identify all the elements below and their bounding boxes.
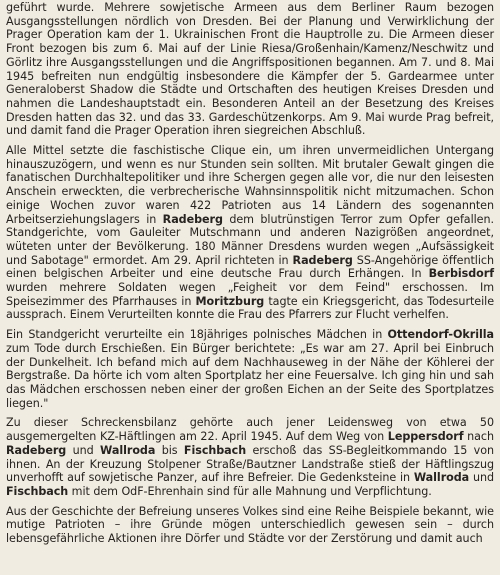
text-run: dem blutrünstigen Terror zum Opfer gefallen. Standgerichte, vom Gauleiter Mutschmann und anderen Nazigrößen angeordnet, wüteten unter der Bevölkerung. 180 Männer Dresdens wurden wegen „Aufsässigkeit und Sabotage" ermordet. Am 29. April richteten in: [6, 212, 494, 267]
text-run: zum Tode durch Erschießen. Ein Bürger berichtete: „Es war am 27. April bei Einbruch der Dunkelheit. Ich befand mich auf dem Nachhauseweg in der Nähe der Köhlerei der Bergstraße. Da hörte ich vom alten Sportplatz her eine Feuersalve. Ich ging hin und sah das Mädchen erschossen neben einer der großen Eichen an der Seite des Sportplatzes liegen.": [6, 341, 494, 410]
text-run: Zu dieser Schreckensbilanz gehörte auch jener Leidensweg von etwa 50 ausgemergelten KZ-Häftlingen am 22. April 1945. Auf dem Weg von: [6, 416, 494, 444]
paragraph: [6, 144, 494, 322]
text-run: bis: [155, 443, 184, 457]
place-name: Ottendorf-Okrilla: [387, 328, 494, 342]
text-run: SS-Angehörige öffentlich einen belgischen Arbeiter und eine deutsche Frau durch Erhängen. In: [6, 253, 494, 281]
text-run: tagte ein Kriegsgericht, das Todesurteile aussprach. Einem Verurteilten konnte die Frau des Pfarrers zur Flucht verhelfen.: [6, 294, 494, 322]
text-run: Ein Standgericht verurteilte ein 18jähriges polnisches Mädchen in: [6, 328, 388, 342]
paragraph: [6, 416, 494, 498]
text-run: und: [66, 443, 101, 457]
text-run: nach: [463, 430, 495, 444]
place-name: Fischbach: [6, 484, 69, 498]
place-name: Radeberg: [6, 443, 67, 457]
paragraph: [6, 505, 494, 546]
place-name: Radeberg: [292, 253, 353, 267]
place-name: Berbisdorf: [428, 267, 494, 281]
place-name: Moritzburg: [195, 294, 265, 308]
text-run: mit dem OdF-Ehrenhain sind für alle Mahnung und Verpflichtung.: [68, 484, 432, 498]
paragraph: [6, 1, 494, 138]
place-name: Wallroda: [100, 443, 156, 457]
text-run: Aus der Geschichte der Befreiung unseres Volkes sind eine Reihe Beispiele bekannt, wie mutige Patrioten – ihre Gründe mögen unterschiedlich gewesen sein – durch lebensgefährliche Aktionen ihre Dörfer und Städte vor der Zerstörung und damit auch: [6, 504, 494, 546]
text-run: erschoß das SS-Begleitkommando 15 von ihnen. An der Kreuzung Stolpener Straße/Bautzner Landstraße stieß der Häftlingszug unverhofft auf sowjetische Panzer, auf ihre Befreier. Die Gedenksteine in: [6, 443, 495, 485]
body-text: [6, 1, 494, 546]
place-name: Wallroda: [413, 471, 470, 485]
place-name: Leppersdorf: [387, 430, 464, 444]
paragraph: [6, 328, 494, 410]
text-run: geführt wurde. Mehrere sowjetische Armeen aus dem Berliner Raum bezogen Ausgangsstellungen nördlich von Dresden. Bei der Planung und Verwirklichung der Prager Operation kam der 1. Ukrainischen Front die Hauptrolle zu. Die Armeen dieser Front bezogen bis zum 6. Mai auf der Linie Riesa/Großenhain/Kamenz/Neschwitz und Görlitz ihre Ausgangsstellungen und die Angriffspositionen begannen. Am 7. und 8. Mai 1945 befreiten nun endgültig insbesondere die Kämpfer der 5. Gardearmee unter Generaloberst Shadow die Städte und Ortschaften des heutigen Kreises Dresden und nahmen die Landeshauptstadt ein. Besonderen Anteil an der Besetzung des Kreises Dresden hatten das 32. und das 33. Gardeschützenkorps. Am 9. Mai wurde Prag befreit, und damit fand die Prager Operation ihren siegreichen Abschluß.: [6, 1, 494, 138]
place-name: Radeberg: [162, 212, 223, 226]
text-run: Alle Mittel setzte die faschistische Clique ein, um ihren unvermeidlichen Untergang hinauszuzögern, und wenn es nur Stunden sein sollten. Mit brutaler Gewalt gingen die fanatischen Durchhaltepolitiker und ihre Schergen gegen alle vor, die nur den leisesten Anschein erweckten, die verbrecherische Wahnsinnspolitik nicht mitzumachen. Schon einige Wochen zuvor waren 422 Patrioten aus 14 Ländern des sogenannten Arbeitserziehungslagers in: [6, 144, 494, 226]
text-run: wurden mehrere Soldaten wegen „Feigheit vor dem Feind" erschossen. Im Speisezimmer des Pfarrhauses in: [6, 281, 494, 308]
text-run: und: [469, 471, 494, 485]
place-name: Fischbach: [183, 443, 247, 457]
document-page: [0, 1, 500, 575]
